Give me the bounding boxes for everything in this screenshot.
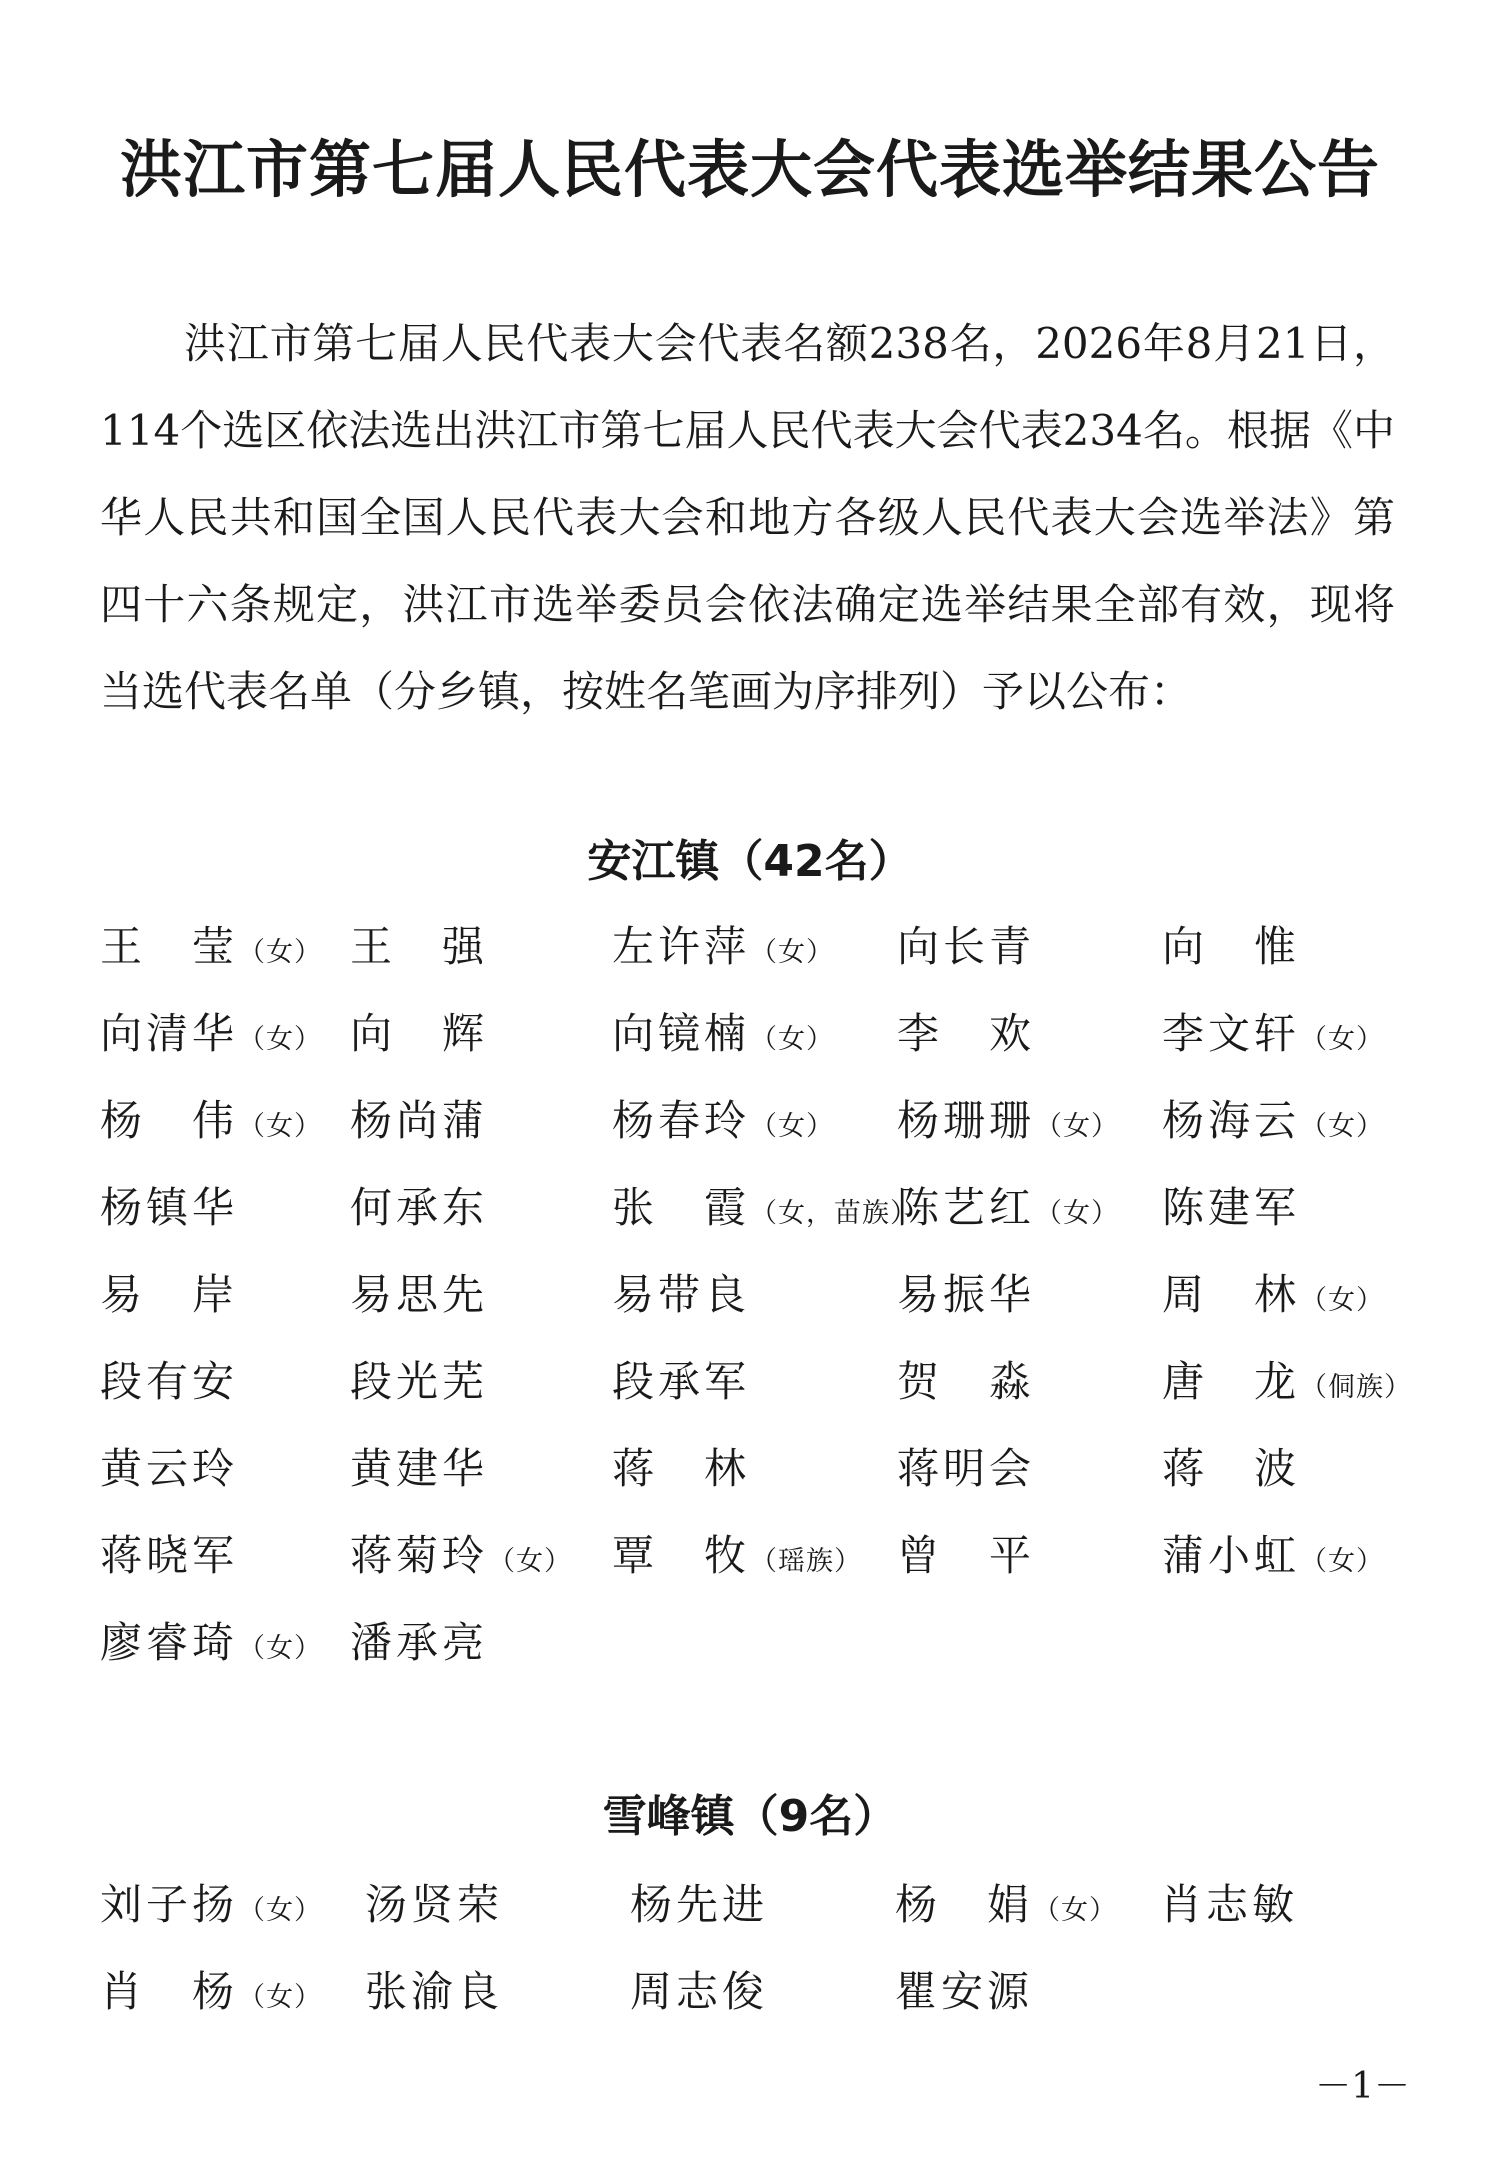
representative-name: 杨海云 [1162,1095,1301,1145]
representative-note: （女） [238,1894,323,1926]
name-list-xuefeng [100,1858,1440,2032]
representative-note: （女） [750,1023,835,1055]
representative-name: 蒲小虹 [1162,1530,1301,1580]
representative-name: 向镜楠 [612,1008,751,1058]
representative-name: 周志俊 [630,1966,769,2016]
name-list-anjiang [100,900,1440,1683]
representative-name: 向 惟 [1162,921,1301,971]
representative-name: 杨 娟 [895,1879,1034,1929]
page-number: －1－ [1315,2066,1410,2107]
representative-entry [612,1262,897,1322]
representative-name: 贺 淼 [897,1356,1036,1406]
representative-name: 陈艺红 [897,1182,1036,1232]
representative-entry [630,1872,895,1932]
representative-entry [897,1436,1162,1496]
representative-name: 易带良 [612,1269,751,1319]
representative-name: 何承东 [350,1182,489,1232]
representative-name: 唐 龙 [1162,1356,1301,1406]
representative-note: （女） [1035,1110,1120,1142]
representative-entry [100,1175,350,1235]
representative-entry [350,1175,612,1235]
representative-entry [350,1523,612,1583]
representative-name: 杨先进 [630,1879,769,1929]
representative-entry [897,1175,1162,1235]
representative-entry [100,1262,350,1322]
representative-name: 易思先 [350,1269,489,1319]
representative-name: 杨 伟 [100,1095,239,1145]
intro-paragraph: 洪江市第七届人民代表大会代表名额238名，2026年8月21日，114个选区依法选出洪江市第七届人民代表大会代表234名。根据《中华人民共和国全国人民代表大会和地方各级人民代表大会选举法》第四十六条规定，洪江市选举委员会依法确定选举结果全部有效，现将当选代表名单（分乡镇，按姓名笔画为序排列）予以公布： [100,319,1395,716]
representative-name: 刘子扬 [100,1879,239,1929]
representative-note: （女） [1300,1110,1385,1142]
representative-name: 李文轩 [1162,1008,1301,1058]
representative-entry [100,1436,350,1496]
representative-note: （女） [238,936,323,968]
section-title-xuefeng: 雪峰镇（9名） [602,1791,898,1842]
representative-name: 李 欢 [897,1008,1036,1058]
representative-name: 周 林 [1162,1269,1301,1319]
representative-entry [350,1349,612,1409]
representative-name: 向长青 [897,921,1036,971]
representative-entry [100,1959,365,2019]
representative-name: 蒋明会 [897,1443,1036,1493]
representative-name: 易振华 [897,1269,1036,1319]
representative-note: （女） [1300,1284,1385,1316]
representative-note: （女） [238,1110,323,1142]
representative-entry [1162,1436,1440,1496]
representative-name: 曾 平 [897,1530,1036,1580]
representative-entry [897,1001,1162,1061]
representative-name: 肖 杨 [100,1966,239,2016]
representative-entry [350,1001,612,1061]
representative-name: 张渝良 [365,1966,504,2016]
representative-note: （女） [488,1545,573,1577]
representative-entry [1162,1175,1440,1235]
representative-name: 张 霞 [612,1182,751,1232]
section-title-anjiang: 安江镇（42名） [587,836,913,887]
representative-entry [897,914,1162,974]
representative-name: 蒋 波 [1162,1443,1301,1493]
representative-entry [612,1436,897,1496]
document-title: 洪江市第七届人民代表大会代表选举结果公告 [119,133,1380,206]
representative-name: 汤贤荣 [365,1879,504,1929]
representative-note: （女） [1300,1545,1385,1577]
representative-entry [612,1001,897,1061]
representative-name: 黄云玲 [100,1443,239,1493]
representative-note: （女） [1300,1023,1385,1055]
representative-entry [1162,1001,1440,1061]
representative-entry [897,1349,1162,1409]
representative-entry [895,1872,1160,1932]
representative-note: （女） [750,1110,835,1142]
representative-name: 向 辉 [350,1008,489,1058]
representative-name: 王 强 [350,921,489,971]
representative-entry [612,1349,897,1409]
representative-name: 陈建军 [1162,1182,1301,1232]
representative-name: 段有安 [100,1356,239,1406]
representative-entry [100,1088,350,1148]
representative-name: 廖睿琦 [100,1617,239,1667]
representative-name: 覃 牧 [612,1530,751,1580]
representative-entry [630,1959,895,2019]
representative-note: （女） [238,1981,323,2013]
representative-name: 杨尚蒲 [350,1095,489,1145]
representative-name: 蒋菊玲 [350,1530,489,1580]
representative-entry [100,1872,365,1932]
representative-note: （女，苗族） [750,1197,919,1229]
representative-entry [350,1610,612,1670]
representative-entry [612,914,897,974]
representative-entry [895,1959,1160,2019]
representative-note: （女） [238,1023,323,1055]
representative-entry [897,1088,1162,1148]
representative-note: （女） [1033,1894,1118,1926]
representative-name: 杨春玲 [612,1095,751,1145]
representative-entry [1162,1262,1440,1322]
representative-note: （侗族） [1300,1371,1413,1403]
representative-entry [1162,914,1440,974]
representative-entry [1162,1349,1440,1409]
representative-entry [100,1349,350,1409]
representative-entry [897,1523,1162,1583]
representative-entry [612,1088,897,1148]
representative-entry [100,914,350,974]
representative-entry [350,1088,612,1148]
representative-name: 杨珊珊 [897,1095,1036,1145]
representative-name: 段承军 [612,1356,751,1406]
representative-name: 蒋晓军 [100,1530,239,1580]
representative-entry [100,1001,350,1061]
representative-entry [897,1262,1162,1322]
representative-note: （女） [1035,1197,1120,1229]
representative-entry [350,914,612,974]
representative-entry [100,1610,350,1670]
representative-name: 肖志敏 [1160,1879,1299,1929]
representative-name: 段光芜 [350,1356,489,1406]
representative-name: 杨镇华 [100,1182,239,1232]
representative-name: 易 岸 [100,1269,239,1319]
representative-note: （女） [750,936,835,968]
representative-name: 向清华 [100,1008,239,1058]
representative-entry [350,1262,612,1322]
representative-entry [612,1523,897,1583]
representative-entry [1160,1872,1440,1932]
representative-note: （女） [238,1632,323,1664]
representative-name: 左许萍 [612,921,751,971]
representative-entry [365,1959,630,2019]
representative-entry [365,1872,630,1932]
representative-name: 蒋 林 [612,1443,751,1493]
representative-entry [1162,1523,1440,1583]
representative-entry [1162,1088,1440,1148]
representative-entry [350,1436,612,1496]
representative-entry [100,1523,350,1583]
representative-name: 黄建华 [350,1443,489,1493]
representative-name: 瞿安源 [895,1966,1034,2016]
representative-entry [612,1175,919,1235]
representative-name: 潘承亮 [350,1617,489,1667]
representative-name: 王 莹 [100,921,239,971]
representative-note: （瑶族） [750,1545,863,1577]
